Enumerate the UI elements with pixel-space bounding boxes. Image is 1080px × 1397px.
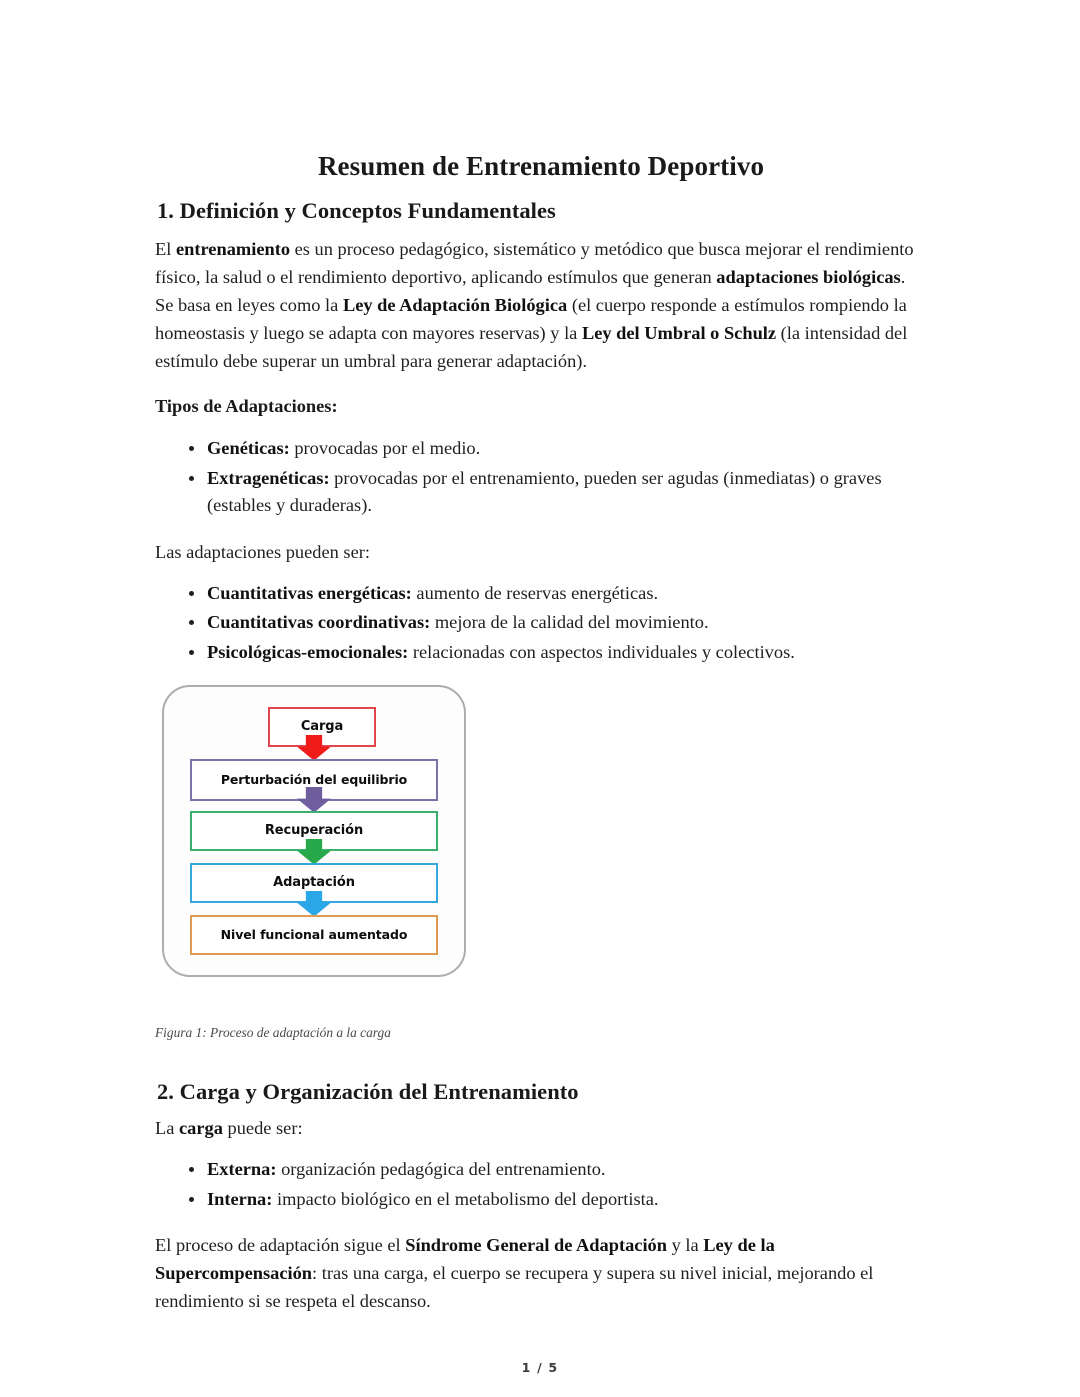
list-item-term: Extragenéticas: <box>207 467 330 488</box>
plain-text: El proceso de adaptación sigue el <box>155 1235 406 1256</box>
section-heading-1: 1. Definición y Conceptos Fundamentales <box>157 197 556 223</box>
emphasis-text: Ley del Umbral o Schulz <box>581 323 777 344</box>
emphasis-text: entrenamiento <box>175 239 291 259</box>
list-item-term: Interna: <box>207 1188 273 1209</box>
list-item <box>207 435 927 463</box>
plain-text: El <box>155 239 176 259</box>
carga-types-list <box>155 1156 927 1213</box>
diagram-node-recuperacion: Recuperación <box>190 811 438 851</box>
adaptations-intro-paragraph: Las adaptaciones pueden ser: <box>155 541 370 562</box>
emphasis-text: Ley de la Supercompensación <box>155 1235 775 1284</box>
plain-text: (el cuerpo responde a estímulos rompiendo la homeostasis y luego se adapta con mayores reservas) y la <box>155 295 907 344</box>
adaptation-process-diagram <box>162 685 466 977</box>
section-heading-2: 2. Carga y Organización del Entrenamiento <box>157 1078 579 1104</box>
list-item <box>207 1186 927 1214</box>
emphasis-text: adaptaciones biológicas <box>716 267 901 288</box>
list-item <box>207 580 927 608</box>
list-item-description: provocadas por el medio. <box>289 437 481 458</box>
figure-caption: Figura 1: Proceso de adaptación a la carga <box>155 1024 391 1040</box>
list-item-description: organización pedagógica del entrenamiento. <box>276 1158 606 1179</box>
section-spacer <box>155 1041 927 1077</box>
plain-text: es un proceso pedagógico, sistemático y metódico que busca mejorar el rendimiento físico, la salud o el rendimiento deportivo, aplicando estímulos que generan <box>155 239 914 288</box>
list-item-term: Psicológicas-emocionales: <box>207 642 409 663</box>
page-title: Resumen de Entrenamiento Deportivo <box>317 151 765 181</box>
list-item-description: mejora de la calidad del movimiento. <box>430 612 709 633</box>
list-item <box>207 609 927 637</box>
list-item-term: Cuantitativas coordinativas: <box>207 612 431 633</box>
adaptation-kinds-list <box>155 580 927 667</box>
closing-paragraph <box>155 1231 927 1315</box>
emphasis-text: carga <box>179 1117 223 1138</box>
list-item-description: provocadas por el entrenamiento, pueden ser agudas (inmediatas) o graves (estables y duraderas). <box>207 467 882 516</box>
diagram-node-nivel-funcional: Nivel funcional aumentado <box>190 915 438 955</box>
list-item <box>207 1156 927 1184</box>
plain-text: La <box>155 1117 179 1138</box>
list-item-description: impacto biológico en el metabolismo del deportista. <box>272 1188 659 1209</box>
plain-text: : tras una carga, el cuerpo se recupera y supera su nivel inicial, mejorando el rendimiento si se respeta el descanso. <box>155 1263 874 1312</box>
page-footer: 1 / 5 <box>521 1360 559 1375</box>
adaptation-types-list <box>155 435 927 520</box>
plain-text: y la <box>666 1235 704 1256</box>
figure-1 <box>155 685 927 1041</box>
diagram-node-perturbacion: Perturbación del equilibrio <box>190 759 438 801</box>
list-item <box>207 639 927 667</box>
diagram-node-adaptacion: Adaptación <box>190 863 438 903</box>
plain-text: puede ser: <box>222 1117 303 1138</box>
list-item <box>207 465 927 520</box>
list-item-term: Genéticas: <box>207 437 290 458</box>
carga-intro-paragraph <box>155 1114 927 1142</box>
plain-text: . Se basa en leyes como la <box>155 267 906 316</box>
list-item-term: Externa: <box>207 1158 277 1179</box>
emphasis-text: Síndrome General de Adaptación <box>405 1235 667 1256</box>
list-item-description: relacionadas con aspectos individuales y colectivos. <box>408 642 795 663</box>
intro-paragraph <box>155 235 927 375</box>
page-content <box>155 150 927 1333</box>
list-item-term: Cuantitativas energéticas: <box>207 582 412 603</box>
plain-text: (la intensidad del estímulo debe superar un umbral para generar adaptación). <box>155 323 908 372</box>
diagram-node-carga: Carga <box>268 707 376 747</box>
list-item-description: aumento de reservas energéticas. <box>411 582 659 603</box>
emphasis-text: Ley de Adaptación Biológica <box>342 295 568 316</box>
adaptation-types-label: Tipos de Adaptaciones: <box>155 396 338 417</box>
